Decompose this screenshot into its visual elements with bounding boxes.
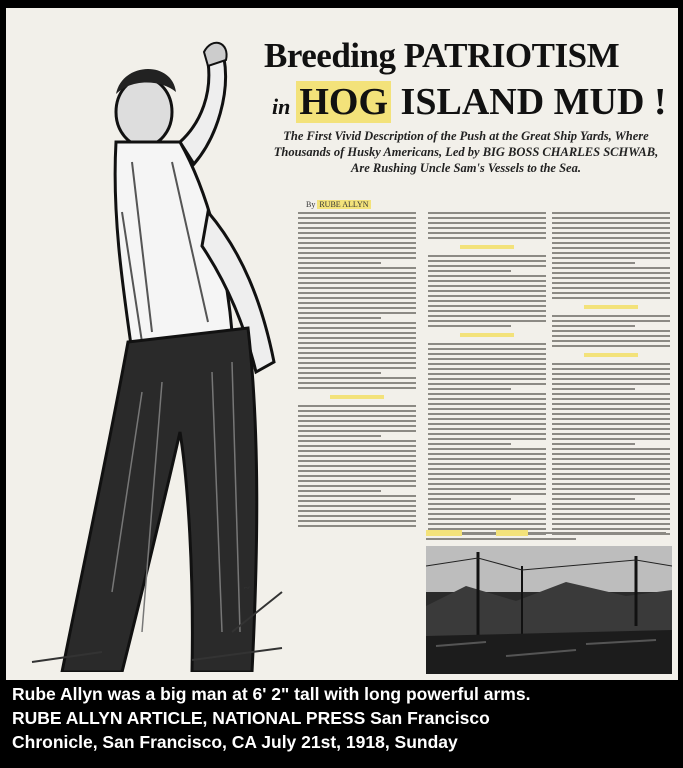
- text-line: [298, 307, 416, 309]
- text-line: [552, 403, 670, 405]
- text-line: [298, 317, 381, 319]
- text-line: [428, 255, 546, 257]
- headline-hog: HOG: [296, 81, 391, 123]
- text-line: [552, 247, 670, 249]
- column-subhead-mark: [460, 333, 513, 337]
- text-line: [552, 428, 670, 430]
- text-line: [552, 227, 670, 229]
- text-line: [552, 388, 635, 390]
- text-line: [552, 282, 670, 284]
- text-line: [552, 493, 670, 495]
- text-line: [428, 315, 546, 317]
- text-line: [298, 377, 416, 379]
- text-line: [552, 315, 670, 317]
- text-line: [552, 330, 670, 332]
- column-subhead-mark: [584, 305, 637, 309]
- text-line: [552, 368, 670, 370]
- text-line: [298, 372, 381, 374]
- text-line: [298, 342, 416, 344]
- text-line: [298, 525, 416, 527]
- text-line: [428, 280, 546, 282]
- text-line: [298, 262, 381, 264]
- text-line: [552, 498, 635, 500]
- caption-line-2: RUBE ALLYN ARTICLE, NATIONAL PRESS San Francisco: [12, 708, 490, 728]
- text-line: [298, 242, 416, 244]
- text-line: [552, 237, 670, 239]
- text-line: [298, 500, 416, 502]
- text-line: [298, 347, 416, 349]
- shipyard-photo: [426, 546, 672, 674]
- text-line: [552, 222, 670, 224]
- text-line: [552, 398, 670, 400]
- text-line: [428, 438, 546, 440]
- text-line: [298, 212, 416, 214]
- text-line: [298, 505, 416, 507]
- text-line: [428, 443, 511, 445]
- headline-rest: ISLAND MUD !: [400, 81, 667, 123]
- text-line: [428, 518, 546, 520]
- text-line: [298, 495, 416, 497]
- text-line: [428, 463, 546, 465]
- text-line: [552, 418, 670, 420]
- text-line: [298, 410, 416, 412]
- text-line: [298, 322, 416, 324]
- text-line: [428, 478, 546, 480]
- text-line: [552, 272, 670, 274]
- text-line: [298, 227, 416, 229]
- column-subhead-mark: [460, 245, 513, 249]
- text-line: [298, 510, 416, 512]
- text-line: [428, 378, 546, 380]
- text-line: [428, 383, 546, 385]
- text-line: [298, 425, 416, 427]
- text-line: [552, 277, 670, 279]
- text-line: [298, 247, 416, 249]
- image-caption: [12, 682, 680, 754]
- text-line: [552, 257, 670, 259]
- text-line: [552, 458, 670, 460]
- text-line: [428, 503, 546, 505]
- text-line: [428, 343, 546, 345]
- headline-in: in: [272, 94, 291, 119]
- text-line: [552, 363, 670, 365]
- text-column-1: [298, 212, 416, 530]
- text-line: [428, 227, 546, 229]
- text-line: [552, 413, 670, 415]
- text-line: [552, 252, 670, 254]
- text-line: [428, 353, 546, 355]
- newspaper-page: [6, 8, 678, 680]
- text-line: [298, 352, 416, 354]
- text-line: [428, 458, 546, 460]
- text-line: [298, 357, 416, 359]
- text-line: [428, 265, 546, 267]
- text-line: [428, 473, 546, 475]
- text-line: [298, 470, 416, 472]
- text-line: [298, 362, 416, 364]
- text-line: [552, 393, 670, 395]
- subheadline: The First Vivid Description of the Push at the Great Ship Yards, Where Thousands of Husky Americans, Led by BIG BOSS CHARLES SCHWAB, Are Rushing Uncle Sam's Vessels to the Sea.: [273, 129, 659, 175]
- text-line: [552, 378, 670, 380]
- text-line: [552, 443, 635, 445]
- text-line: [298, 480, 416, 482]
- text-line: [552, 383, 670, 385]
- text-line: [298, 475, 416, 477]
- text-line: [298, 272, 416, 274]
- text-line: [428, 295, 546, 297]
- text-line: [428, 363, 546, 365]
- caption-highlight-1: [426, 530, 462, 536]
- text-line: [552, 212, 670, 214]
- text-line: [298, 282, 416, 284]
- text-line: [552, 503, 670, 505]
- text-line: [298, 450, 416, 452]
- text-line: [428, 325, 511, 327]
- caption-line-3: Chronicle, San Francisco, CA July 21st, 1918, Sunday: [12, 732, 458, 752]
- text-line: [428, 508, 546, 510]
- column-subhead-mark: [584, 353, 637, 357]
- text-line: [428, 222, 546, 224]
- byline: [306, 200, 371, 209]
- text-line: [552, 232, 670, 234]
- text-line: [298, 405, 416, 407]
- text-line: [428, 493, 546, 495]
- text-line: [428, 310, 546, 312]
- text-line: [552, 287, 670, 289]
- text-line: [428, 513, 546, 515]
- text-line: [552, 453, 670, 455]
- text-line: [298, 267, 416, 269]
- text-line: [298, 382, 416, 384]
- text-line: [552, 423, 670, 425]
- text-line: [298, 415, 416, 417]
- text-line: [552, 325, 635, 327]
- text-line: [428, 285, 546, 287]
- text-line: [298, 520, 416, 522]
- text-line: [298, 420, 416, 422]
- text-line: [552, 292, 670, 294]
- text-line: [552, 448, 670, 450]
- caption-line-1: Rube Allyn was a big man at 6' 2" tall with long powerful arms.: [12, 684, 531, 704]
- text-line: [298, 455, 416, 457]
- text-line: [298, 430, 416, 432]
- text-line: [428, 232, 546, 234]
- text-line: [428, 448, 546, 450]
- column-subhead-mark: [330, 395, 383, 399]
- photo-caption-strip: [426, 528, 670, 540]
- figure-head: [116, 78, 172, 146]
- text-line: [552, 345, 670, 347]
- text-line: [552, 408, 670, 410]
- text-line: [428, 290, 546, 292]
- text-line: [428, 498, 511, 500]
- text-line: [298, 337, 416, 339]
- text-line: [428, 488, 546, 490]
- text-line: [428, 388, 511, 390]
- man-illustration: [12, 32, 294, 672]
- text-line: [552, 433, 670, 435]
- text-line: [428, 398, 546, 400]
- artist-signature: ~: [242, 580, 251, 595]
- text-line: [298, 332, 416, 334]
- text-line: [552, 483, 670, 485]
- text-line: [552, 488, 670, 490]
- byline-name: RUBE ALLYN: [319, 200, 369, 209]
- text-line: [552, 523, 670, 525]
- text-line: [552, 297, 670, 299]
- text-line: [428, 453, 546, 455]
- text-line: [298, 287, 416, 289]
- text-line: [298, 217, 416, 219]
- text-line: [552, 513, 670, 515]
- text-line: [428, 348, 546, 350]
- text-line: [428, 212, 546, 214]
- text-line: [552, 468, 670, 470]
- text-line: [298, 222, 416, 224]
- text-line: [428, 260, 546, 262]
- text-line: [552, 267, 670, 269]
- text-line: [552, 438, 670, 440]
- headline-line-1: Breeding PATRIOTISM: [264, 36, 620, 75]
- text-line: [428, 468, 546, 470]
- text-line: [298, 312, 416, 314]
- text-line: [298, 485, 416, 487]
- text-line: [428, 217, 546, 219]
- text-line: [552, 320, 670, 322]
- text-line: [428, 413, 546, 415]
- figure-trousers: [62, 328, 257, 672]
- text-line: [298, 465, 416, 467]
- figure-raised-arm: [180, 58, 226, 164]
- text-line: [428, 428, 546, 430]
- text-line: [298, 490, 381, 492]
- text-line: [428, 300, 546, 302]
- text-line: [428, 270, 511, 272]
- text-line: [428, 423, 546, 425]
- text-line: [428, 320, 546, 322]
- caption-highlight-2: [496, 530, 528, 536]
- text-line: [428, 418, 546, 420]
- text-line: [298, 435, 381, 437]
- text-column-2: [428, 212, 546, 538]
- text-line: [552, 340, 670, 342]
- text-line: [298, 292, 416, 294]
- text-column-3: [552, 212, 670, 538]
- text-line: [428, 305, 546, 307]
- text-line: [298, 297, 416, 299]
- text-line: [428, 373, 546, 375]
- text-line: [298, 277, 416, 279]
- text-line: [428, 358, 546, 360]
- text-line: [298, 327, 416, 329]
- text-line: [428, 393, 546, 395]
- text-line: [552, 473, 670, 475]
- headline-line-2: [272, 80, 672, 124]
- text-line: [552, 335, 670, 337]
- text-line: [298, 237, 416, 239]
- text-line: [552, 217, 670, 219]
- text-line: [552, 478, 670, 480]
- text-line: [428, 523, 546, 525]
- text-line: [552, 518, 670, 520]
- text-line: [552, 463, 670, 465]
- text-line: [428, 403, 546, 405]
- text-line: [428, 237, 546, 239]
- text-line: [552, 373, 670, 375]
- text-line: [298, 232, 416, 234]
- text-line: [552, 508, 670, 510]
- caption-text-line: [426, 538, 576, 540]
- text-line: [428, 483, 546, 485]
- text-line: [428, 275, 546, 277]
- text-line: [298, 252, 416, 254]
- text-line: [552, 242, 670, 244]
- text-line: [298, 257, 416, 259]
- text-line: [428, 368, 546, 370]
- text-line: [298, 445, 416, 447]
- text-line: [552, 262, 635, 264]
- text-line: [298, 387, 416, 389]
- text-line: [298, 460, 416, 462]
- byline-prefix: By: [306, 200, 316, 209]
- caption-text-line: [462, 532, 666, 534]
- text-line: [298, 367, 416, 369]
- text-line: [298, 515, 416, 517]
- text-line: [428, 408, 546, 410]
- text-line: [298, 440, 416, 442]
- text-line: [298, 302, 416, 304]
- text-line: [428, 433, 546, 435]
